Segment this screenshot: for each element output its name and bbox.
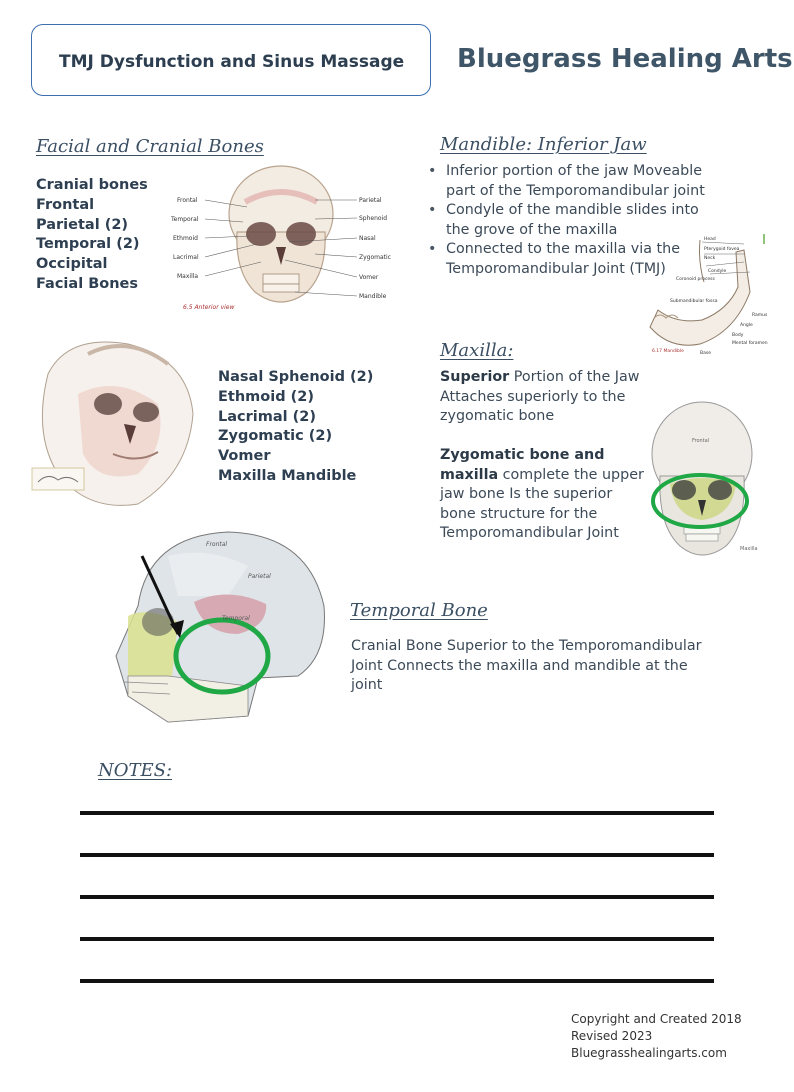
title-box [31, 24, 431, 96]
maxilla-skull-figure [640, 396, 760, 566]
list-item: Frontal [36, 196, 95, 213]
note-line [80, 895, 714, 899]
label-mandible: Mandible [359, 293, 387, 300]
label-parietal: Parietal [359, 197, 382, 204]
label-zygomatic: Zygomatic [359, 254, 391, 261]
brand-name: Bluegrass Healing Arts [457, 44, 793, 74]
maxilla-p2-bold: Zygomatic bone and maxilla [440, 447, 605, 483]
label-ethmoid: Ethmoid [173, 235, 198, 242]
label-frontal: Frontal [692, 438, 710, 444]
footer [571, 1011, 742, 1062]
list-item: Ethmoid (2) [218, 388, 314, 405]
label-frontal: Frontal [206, 541, 228, 548]
label-maxilla: Maxilla [740, 546, 758, 552]
maxilla-p2-text: complete the upper jaw bone Is the superior bone structure for the Temporomandibular Joint [440, 466, 644, 542]
list-item: Zygomatic (2) [218, 428, 333, 445]
label-mental-foramen: Mental foramen [732, 341, 768, 346]
maxilla-p1-text: Portion of the Jaw Attaches superiorly to the zygomatic bone [440, 369, 640, 425]
revised-line: Revised 2023 [571, 1029, 653, 1043]
label-condyle: Condyle [708, 269, 727, 274]
list-item: Cranial bones [36, 177, 148, 193]
note-line [80, 853, 714, 857]
mandible-heading: Mandible: Inferior Jaw [440, 134, 647, 155]
document-title: TMJ Dysfunction and Sinus Massage [59, 52, 405, 72]
facial-cranial-heading: Facial and Cranial Bones [36, 136, 264, 157]
tilted-head-figure [28, 334, 206, 514]
label-maxilla: Maxilla [177, 273, 199, 280]
label-body: Body [732, 333, 744, 338]
bullet-item: • Condyle of the mandible slides into the grove of the maxilla [426, 201, 726, 240]
note-line [80, 811, 714, 815]
temporal-heading: Temporal Bone [350, 600, 488, 621]
label-neck: Neck [704, 256, 716, 261]
label-head: Head [704, 237, 716, 242]
label-nasal: Nasal [359, 235, 376, 242]
list-item: Parietal (2) [36, 216, 129, 233]
label-temporal: Temporal [171, 216, 199, 223]
mandible-figure [640, 232, 770, 356]
list-item: Lacrimal (2) [218, 408, 316, 425]
figure-caption: 6.5 Anterior view [183, 304, 235, 311]
mandible-caption: 6.17 Mandible [652, 349, 684, 354]
facial-bones-list [218, 368, 373, 487]
label-temporal: Temporal [222, 615, 250, 622]
website-line: Bluegrasshealingarts.com [571, 1046, 727, 1060]
list-item: Temporal (2) [36, 236, 140, 253]
maxilla-paragraph-2 [440, 446, 644, 544]
label-submandibular-fossa: Submandibular fossa [670, 299, 718, 304]
copyright-line: Copyright and Created 2018 [571, 1012, 742, 1026]
maxilla-paragraph-1 [440, 368, 640, 427]
bullet-item: • Inferior portion of the jaw Moveable part of the Temporomandibular joint [426, 162, 726, 201]
maxilla-p1-bold: Superior [440, 369, 510, 385]
list-item: Facial Bones [36, 275, 139, 292]
note-line [80, 979, 714, 983]
maxilla-heading: Maxilla: [440, 340, 514, 361]
cranial-bones-list [36, 176, 148, 295]
label-vomer: Vomer [359, 274, 379, 281]
bullet-item: • Connected to the maxilla via the Temporomandibular Joint (TMJ) [426, 240, 726, 279]
anterior-skull-figure [165, 162, 397, 314]
label-angle: Angle [740, 323, 753, 328]
label-sphenoid: Sphenoid [359, 215, 388, 222]
temporal-text: Cranial Bone Superior to the Temporomandibular Joint Connects the maxilla and mandible at the joint [351, 638, 702, 694]
label-frontal: Frontal [177, 197, 198, 204]
notes-heading: NOTES: [98, 760, 173, 781]
label-ramus: Ramus [752, 313, 768, 318]
label-lacrimal: Lacrimal [173, 254, 199, 261]
lateral-skull-figure [108, 526, 330, 728]
label-parietal: Parietal [248, 573, 271, 580]
list-item: Occipital [36, 256, 108, 273]
note-line [80, 937, 714, 941]
label-base: Base [700, 351, 711, 356]
list-item: Vomer [218, 448, 271, 465]
label-pterygoid-fovea: Pterygoid fovea [704, 247, 740, 252]
list-item: Nasal Sphenoid (2) [218, 369, 374, 385]
list-item: Maxilla Mandible [218, 467, 357, 484]
label-coronoid-process: Coronoid process [676, 277, 715, 282]
